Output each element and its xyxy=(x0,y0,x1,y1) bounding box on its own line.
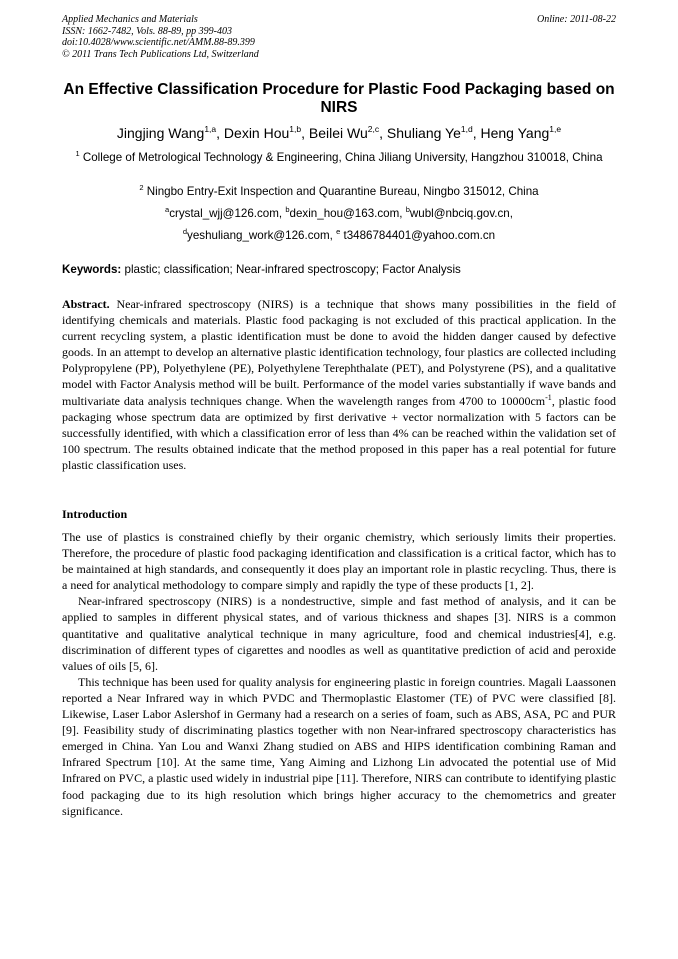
section-heading-introduction: Introduction xyxy=(62,507,128,521)
abstract-label: Abstract. xyxy=(62,297,110,311)
email-mark: e xyxy=(336,227,341,236)
copyright-line: © 2011 Trans Tech Publications Ltd, Switzerland xyxy=(62,48,259,60)
journal-info xyxy=(62,14,259,60)
keywords-text: plastic; classification; Near-infrared spectroscopy; Factor Analysis xyxy=(121,263,461,276)
abstract-text: Near-infrared spectroscopy (NIRS) is a technique that shows many possibilities in the field of identifying chemicals and materials. Plastic food packaging is not excluded of this practical application. In the current recycling system, a plastic identification must be done to avoid the hidden danger caused by defective goods. In an attempt to develop an alternative plastic identification technology, four plastics are collected including Polypropylene (PP), Polyethylene (PE), Polyethylene Terephthalate (PET), and Polystyrene (PS), and a qualitative model with Factor Analysis method will be built. Performance of the model varies substantially if wave bands and multivariate data analysis techniques change. When the wavelength ranges from 4700 to 10000cm xyxy=(62,297,616,408)
introduction-body xyxy=(62,529,616,819)
author-affiliation-mark: 1,e xyxy=(549,124,562,134)
keywords-line xyxy=(62,262,616,278)
author-affiliation-mark: 1,d xyxy=(460,124,473,134)
affiliation-number: 2 xyxy=(139,183,144,192)
affiliation-text: Ningbo Entry-Exit Inspection and Quarantine Bureau, Ningbo 315012, China xyxy=(146,185,539,198)
email-link[interactable]: t3486784401@yahoo.com.cn xyxy=(340,229,496,242)
affiliation-text: College of Metrological Technology & Engineering, China Jiliang University, Hangzhou 310018, China xyxy=(82,151,603,164)
email-link[interactable]: wubl@nbciq.gov.cn, xyxy=(409,207,513,220)
abstract-paragraph xyxy=(62,296,616,473)
affiliation-2 xyxy=(62,184,616,200)
unit-exponent: -1 xyxy=(545,392,552,402)
doi-line: doi:10.4028/www.scientific.net/AMM.88-89.399 xyxy=(62,37,255,48)
email-line-2 xyxy=(62,228,616,244)
journal-header xyxy=(62,14,616,64)
body-paragraph: This technique has been used for quality analysis for engineering plastic in foreign countries. Magali Laassonen reported a Near Infrared way in which PVDC and Thermoplastic Elastomer (TE) of PVC were classified [8]. Likewise, Laser Labor Aslershof in Germany had a research on a series of foam, such as ABS, ASA, PC and PUR [9]. Feasibility study of discriminating plastics together with non Near-infrared spectroscopy characteristics has emerged in China. Yan Lou and Wanxi Zhang studied on ABS and HIPS identification combining Raman and Infrared Spectrum [10]. At the same time, Yang Aiming and Lizhong Lin advocated the potential use of Mid Infrared on PVC, a plastic used widely in industrial pipe [11]. Therefore, NIRS can contribute to identifying plastic food packaging due to its high resolution which brings higher accuracy to the chemometrics and greater significance. xyxy=(62,674,616,818)
author-affiliation-mark: 1,b xyxy=(289,124,302,134)
email-mark: b xyxy=(285,205,290,214)
email-link[interactable]: yeshuliang_work@126.com, xyxy=(187,229,337,242)
keywords-label: Keywords: xyxy=(62,263,122,276)
author-name: Beilei Wu xyxy=(308,125,368,141)
body-paragraph: Near-infrared spectroscopy (NIRS) is a nondestructive, simple and fast method of analysis, and it can be applied to samples in different physical states, and of various thickness and shapes [3]. NIRS is a common quantitative and qualitative analytical technique in many agriculture, food and chemical industries[4], e.g. discrimination of different types of cigarettes and noodles as well as quantitative prediction of acid and peroxide values of oils [5, 6]. xyxy=(62,594,616,673)
journal-name: Applied Mechanics and Materials xyxy=(62,14,198,25)
author-name: Dexin Hou xyxy=(223,125,290,141)
author-list: Jingjing Wang$^{1,a}$, Dexin Hou$^{1,b}$, Beilei Wu$^{2,c}$, Shuliang Ye$^{1,d}$, Heng Yang$^{1,e}$ xyxy=(116,124,562,141)
issn-line: ISSN: 1662-7482, Vols. 88-89, pp 399-403 xyxy=(62,25,232,37)
author-name: Heng Yang xyxy=(480,125,550,141)
author-affiliation-mark: 1,a xyxy=(204,124,217,134)
email-mark: b xyxy=(405,205,410,214)
author-name: Shuliang Ye xyxy=(386,125,461,141)
affiliation-number: 1 xyxy=(75,149,80,158)
email-mark: d xyxy=(182,227,188,236)
email-mark: a xyxy=(165,205,170,214)
affiliation-1 xyxy=(62,150,616,166)
email-link[interactable]: crystal_wjj@126.com, xyxy=(169,207,286,220)
author-affiliation-mark: 2,c xyxy=(367,124,380,134)
body-paragraph: The use of plastics is constrained chiefly by their organic chemistry, which seriously limits their properties. Therefore, the procedure of plastic food packaging identification and classification is a critical factor, which has to be maintained at high standards, and consequently it does play an important role in plastic recycling. Thus, there is a need for analytical methodology to compare simply and rapidly the type of these products [1, 2]. xyxy=(62,530,616,593)
author-name: Jingjing Wang xyxy=(116,125,205,141)
online-date: Online: 2011-08-22 xyxy=(537,14,616,25)
email-line-1 xyxy=(62,206,616,222)
abstract-text: , plastic food packaging whose spectrum data are optimized by first derivative + vector normalization with 5 factors can be successfully identified, with which a classification error of less than 4% can be reached within the validation set of 100 spectrum. The results obtained indicate that the method proposed in this paper has a real potential for future plastic classification uses. xyxy=(62,393,616,472)
email-link[interactable]: dexin_hou@163.com, xyxy=(289,207,406,220)
paper-title: An Effective Classification Procedure for Plastic Food Packaging based on NIRS xyxy=(63,81,615,116)
